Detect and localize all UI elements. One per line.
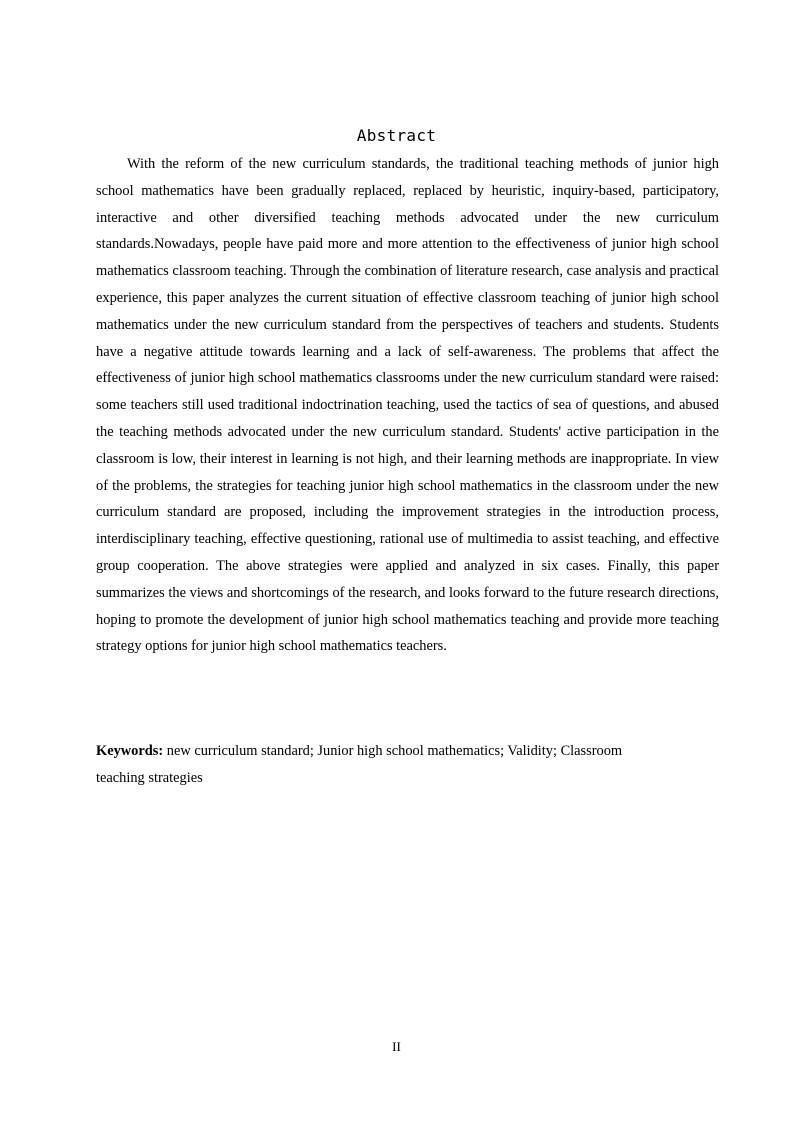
keywords-list: new curriculum standard; Junior high school mathematics; Validity; Classroom: [166, 743, 623, 759]
keywords-paragraph: [96, 738, 696, 792]
page-number: II: [392, 1039, 401, 1054]
abstract-title: Abstract: [356, 126, 437, 145]
keywords-list-continued: teaching strategies: [96, 769, 203, 786]
abstract-body: With the reform of the new curriculum standards, the traditional teaching methods of junior high school mathematics have been gradually replaced, replaced by heuristic, inquiry-based, participatory, interactive and other diversified teaching methods advocated under the new curriculum standards.Nowadays, people have paid more and more attention to the effectiveness of junior high school mathematics classroom teaching. Through the combination of literature research, case analysis and practical experience, this paper analyzes the current situation of effective classroom teaching of junior high school mathematics under the new curriculum standard from the perspectives of teachers and students. Students have a negative attitude towards learning and a lack of self-awareness. The problems that affect the effectiveness of junior high school mathematics classrooms under the new curriculum standard were raised: some teachers still used traditional indoctrination teaching, used the tactics of sea of questions, and abused the teaching methods advocated under the new curriculum standard. Students' active participation in the classroom is low, their interest in learning is not high, and their learning methods are inappropriate. In view of the problems, the strategies for teaching junior high school mathematics in the classroom under the new curriculum standard are proposed, including the improvement strategies in the introduction process, interdisciplinary teaching, effective questioning, rational use of multimedia to assist teaching, and effective group cooperation. The above strategies were applied and analyzed in six cases. Finally, this paper summarizes the views and shortcomings of the research, and looks forward to the future research directions, hoping to promote the development of junior high school mathematics teaching and provide more teaching strategy options for junior high school mathematics teachers.: [96, 156, 719, 655]
keywords-label: Keywords:: [96, 743, 164, 759]
